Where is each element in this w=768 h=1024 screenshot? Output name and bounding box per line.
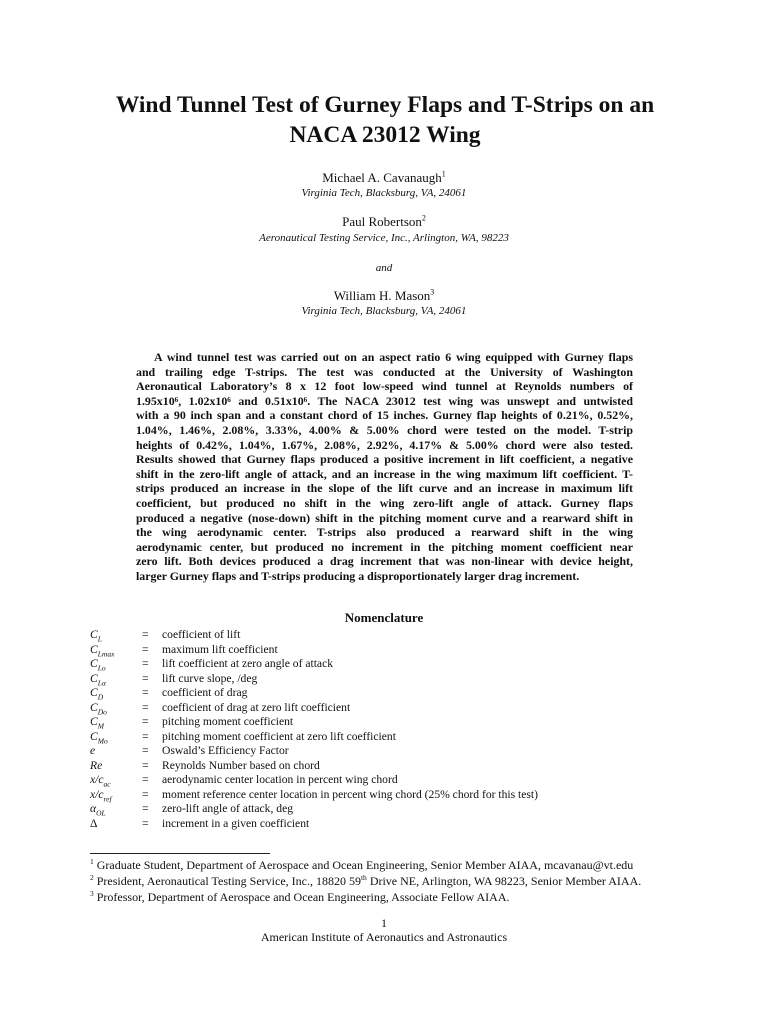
nomenclature-row (90, 672, 710, 687)
equals-sign: = (142, 671, 149, 685)
symbol-base: x/c (90, 787, 104, 801)
author-3 (0, 288, 768, 304)
equals-sign: = (142, 628, 149, 641)
abstract-line: produced a negative (nose-down) shift in the pitching moment curve and a rearward shift in (136, 510, 633, 525)
ordinal-suffix: th (360, 873, 367, 882)
nomenclature-row (90, 715, 710, 730)
abstract-line: Results showed that Gurney flaps produced a positive increment in lift coefficient, a negative (136, 452, 633, 467)
symbol-base: x/c (90, 773, 104, 786)
equals-sign: = (142, 642, 149, 656)
page-footer: American Institute of Aeronautics and Astronautics (260, 930, 508, 944)
nomenclature-title: Nomenclature (344, 610, 424, 625)
author-name: Michael A. Cavanaugh (322, 170, 442, 185)
nomenclature-row (90, 802, 710, 817)
symbol-subscript: Mo (97, 735, 108, 745)
abstract-line: with a 90 inch span and a constant chord of 15 inches. Gurney flap heights of 0.21%, 0.52%, (136, 408, 633, 423)
nomenclature-row (90, 759, 710, 774)
nomenclature-definition: lift coefficient at zero angle of attack (162, 657, 334, 670)
nomenclature-symbol (90, 744, 95, 759)
abstract-line: and trailing edge T-strips. The test was conducted at the University of Washington (136, 364, 633, 379)
equals-sign: = (142, 729, 149, 743)
symbol-subscript: M (97, 721, 104, 731)
and-separator: and (375, 262, 393, 274)
author-name: Paul Robertson (342, 214, 422, 229)
nomenclature-definition: increment in a given coefficient (162, 816, 310, 830)
symbol-subscript: Lo (97, 663, 106, 673)
nomenclature-definition: moment reference center location in percent wing chord (25% chord for this test) (162, 787, 539, 801)
abstract-line: strips produced an increase in the slope of the lift curve and an increase in maximum lift (136, 481, 633, 496)
nomenclature-definition: aerodynamic center location in percent wing chord (162, 773, 398, 786)
symbol-subscript: D (97, 692, 104, 702)
abstract-line: the wing aerodynamic center. T-strips also produced a rearward shift in the wing (136, 525, 633, 540)
nomenclature-row (90, 701, 710, 716)
page-number: 1 (381, 916, 387, 930)
footnote-rule (90, 853, 270, 854)
nomenclature-row (90, 628, 710, 643)
symbol-subscript: Lα (97, 677, 106, 687)
author-footnote-mark: 1 (441, 169, 446, 179)
footnote-mark: 1 (90, 857, 94, 866)
footnote-1 (90, 858, 633, 873)
equals-sign: = (142, 773, 149, 786)
equals-sign: = (142, 802, 149, 815)
author-footnote-mark: 2 (421, 213, 426, 223)
author-1-affiliation: Virginia Tech, Blacksburg, VA, 24061 (301, 187, 467, 199)
abstract-line: larger Gurney flaps and T-strips producing a disproportionately larger drag increment. (136, 568, 580, 583)
abstract-line: 1.04%, 1.46%, 2.08%, 3.33%, 4.00% & 5.00% chord were tested on the model. T-strip (136, 422, 633, 437)
symbol-base: C (90, 686, 98, 699)
symbol-base: Re (90, 758, 103, 772)
nomenclature-row (90, 643, 710, 658)
equals-sign: = (142, 758, 149, 772)
paper-title (90, 90, 680, 150)
nomenclature-definition: pitching moment coefficient at zero lift coefficient (162, 729, 396, 743)
footnote-text-cont: Drive NE, Arlington, WA 98223, Senior Member AIAA. (366, 874, 642, 888)
nomenclature-row (90, 657, 710, 672)
nomenclature-definition: coefficient of lift (162, 628, 241, 641)
footnote-text: President, Aeronautical Testing Service, Inc., 18820 59 (93, 874, 361, 888)
footnote-text: Professor, Department of Aerospace and Ocean Engineering, Associate Fellow AIAA. (93, 890, 510, 904)
symbol-base: C (90, 715, 98, 728)
nomenclature-row (90, 686, 710, 701)
nomenclature-row (90, 773, 710, 788)
nomenclature-definition: coefficient of drag (162, 686, 248, 699)
abstract-line: aerodynamic center, but produced no increment in the pitching moment coefficient near (136, 539, 633, 554)
nomenclature-definition: pitching moment coefficient (162, 715, 294, 728)
symbol-base: C (90, 657, 98, 670)
equals-sign: = (142, 700, 149, 714)
author-1 (0, 170, 768, 186)
symbol-base: C (90, 628, 98, 641)
equals-sign: = (142, 715, 149, 728)
author-2 (0, 214, 768, 230)
author-3-affiliation: Virginia Tech, Blacksburg, VA, 24061 (301, 305, 467, 317)
equals-sign: = (142, 816, 149, 830)
title-line-1: Wind Tunnel Test of Gurney Flaps and T-Strips on an (115, 92, 655, 118)
abstract-line: heights of 0.42%, 1.04%, 1.67%, 2.08%, 2.92%, 4.17% & 5.00% chord were also tested. (136, 437, 633, 452)
abstract-line: shift in the zero-lift angle of attack, and an increase in the wing maximum lift coefficient. T- (136, 466, 633, 481)
nomenclature-list (90, 628, 710, 831)
nomenclature-symbol (90, 759, 102, 774)
abstract-line: A wind tunnel test was carried out on an aspect ratio 6 wing equipped with Gurney flaps (154, 350, 633, 364)
nomenclature-symbol (90, 817, 97, 832)
equals-sign: = (142, 744, 149, 757)
title-line-2: NACA 23012 Wing (289, 122, 481, 148)
author-footnote-mark: 3 (430, 287, 435, 297)
symbol-subscript: Lmax (97, 648, 115, 658)
footnote-text: Graduate Student, Department of Aerospace and Ocean Engineering, Senior Member AIAA, mcavanau@vt.edu (93, 858, 634, 872)
symbol-subscript: ac (103, 779, 111, 789)
symbol-subscript: ref (103, 793, 112, 803)
equals-sign: = (142, 787, 149, 801)
footnote-mark: 3 (90, 889, 94, 898)
equals-sign: = (142, 657, 149, 670)
symbol-base: C (90, 729, 98, 743)
abstract-line: coefficient, but produced no shift in the wing zero-lift angle of attack. Gurney flaps (136, 495, 633, 510)
abstract-line: Aeronautical Laboratory’s 8 x 12 foot low-speed wind tunnel at Reynolds numbers of (136, 379, 633, 394)
nomenclature-row (90, 744, 710, 759)
nomenclature-definition: lift curve slope, /deg (162, 671, 258, 685)
abstract-line: zero lift. Both devices produced a drag increment that was non-linear with device height, (136, 554, 633, 569)
footnote-2 (90, 874, 641, 889)
nomenclature-definition: coefficient of drag at zero lift coefficient (162, 700, 351, 714)
author-name: William H. Mason (333, 288, 431, 303)
symbol-base: C (90, 700, 98, 714)
nomenclature-row (90, 730, 710, 745)
nomenclature-definition: zero-lift angle of attack, deg (162, 802, 294, 815)
nomenclature-row (90, 788, 710, 803)
symbol-base: C (90, 642, 98, 656)
footnote-mark: 2 (90, 873, 94, 882)
nomenclature-definition: Reynolds Number based on chord (162, 758, 320, 772)
equals-sign: = (142, 686, 149, 699)
author-2-affiliation: Aeronautical Testing Service, Inc., Arlington, WA, 98223 (259, 232, 509, 244)
symbol-subscript: OL (96, 808, 106, 818)
footnote-3 (90, 890, 509, 905)
nomenclature-definition: maximum lift coefficient (162, 642, 278, 656)
symbol-base: α (90, 802, 97, 815)
symbol-base: Δ (90, 816, 98, 830)
symbol-subscript: Do (97, 706, 107, 716)
symbol-base: C (90, 671, 98, 685)
symbol-subscript: L (97, 634, 102, 644)
nomenclature-definition: Oswald’s Efficiency Factor (162, 744, 289, 757)
symbol-base: e (90, 744, 96, 757)
abstract (136, 350, 633, 584)
abstract-line: 1.95x10⁶, 1.02x10⁶ and 0.51x10⁶. The NACA 23012 test wing was unswept and untwisted (136, 393, 633, 408)
nomenclature-row (90, 817, 710, 832)
